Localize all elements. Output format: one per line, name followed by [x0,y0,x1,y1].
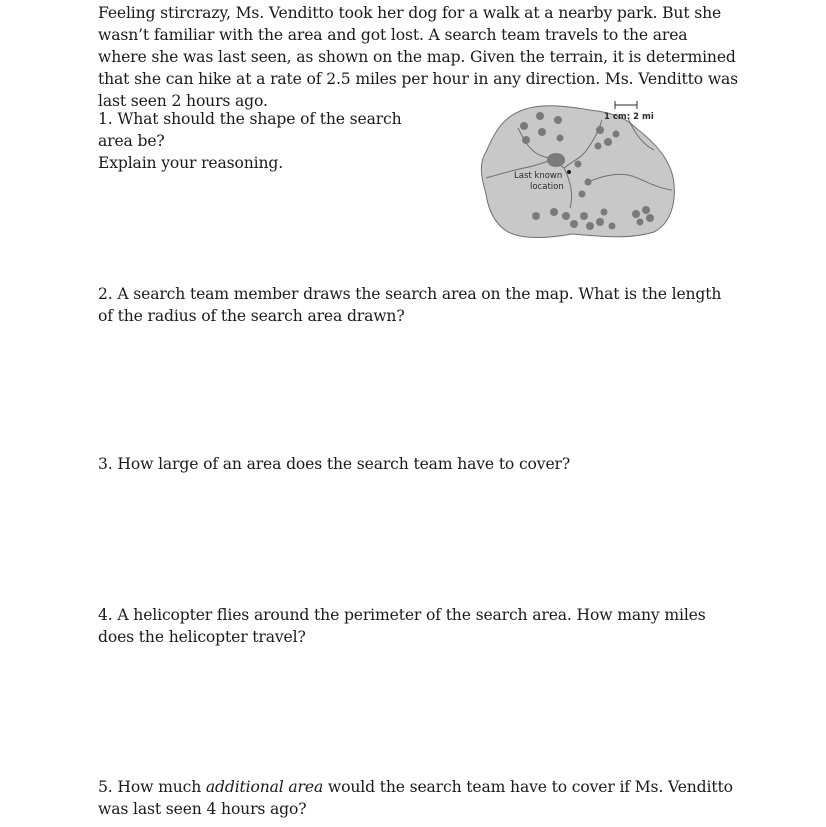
scale-bar [615,101,637,109]
question-4 [98,604,738,648]
location-label-line-2: location [530,182,564,192]
question-2-text: 2. A search team member draws the search area on the map. What is the length of the radius of the search area drawn? [98,285,722,325]
question-5-emphasis: additional area [205,778,324,796]
question-5-after: would the search team have to cover if Ms. Venditto was last seen 4 hours ago? [98,778,733,818]
lake-shape [547,153,565,167]
question-2 [98,283,738,327]
park-map [478,98,676,240]
question-1-line-2: Explain your reasoning. [98,154,284,172]
location-label-line-1: Last known [514,171,563,181]
question-5-text [98,776,738,820]
scale-label: 1 cm: 2 mi [604,112,654,122]
question-1-line-1: 1. What should the shape of the search area be? [98,110,402,150]
question-3 [98,453,738,475]
intro-paragraph [98,2,738,112]
question-3-text: 3. How large of an area does the search team have to cover? [98,455,571,473]
intro-text: Feeling stircrazy, Ms. Venditto took her dog for a walk at a nearby park. But she wasn’t familiar with the area and got lost. A search team travels to the area where she was last seen, as shown on the map. Given the terrain, it is determined that she can hike at a rate of 2.5 miles per hour in any direction. Ms. Venditto was last seen 2 hours ago. [98,4,739,110]
question-4-text: 4. A helicopter flies around the perimeter of the search area. How many miles does the helicopter travel? [98,606,706,646]
question-1 [98,108,438,174]
question-5-before: 5. How much [98,778,206,796]
question-5 [98,776,738,820]
location-dot [567,170,571,174]
